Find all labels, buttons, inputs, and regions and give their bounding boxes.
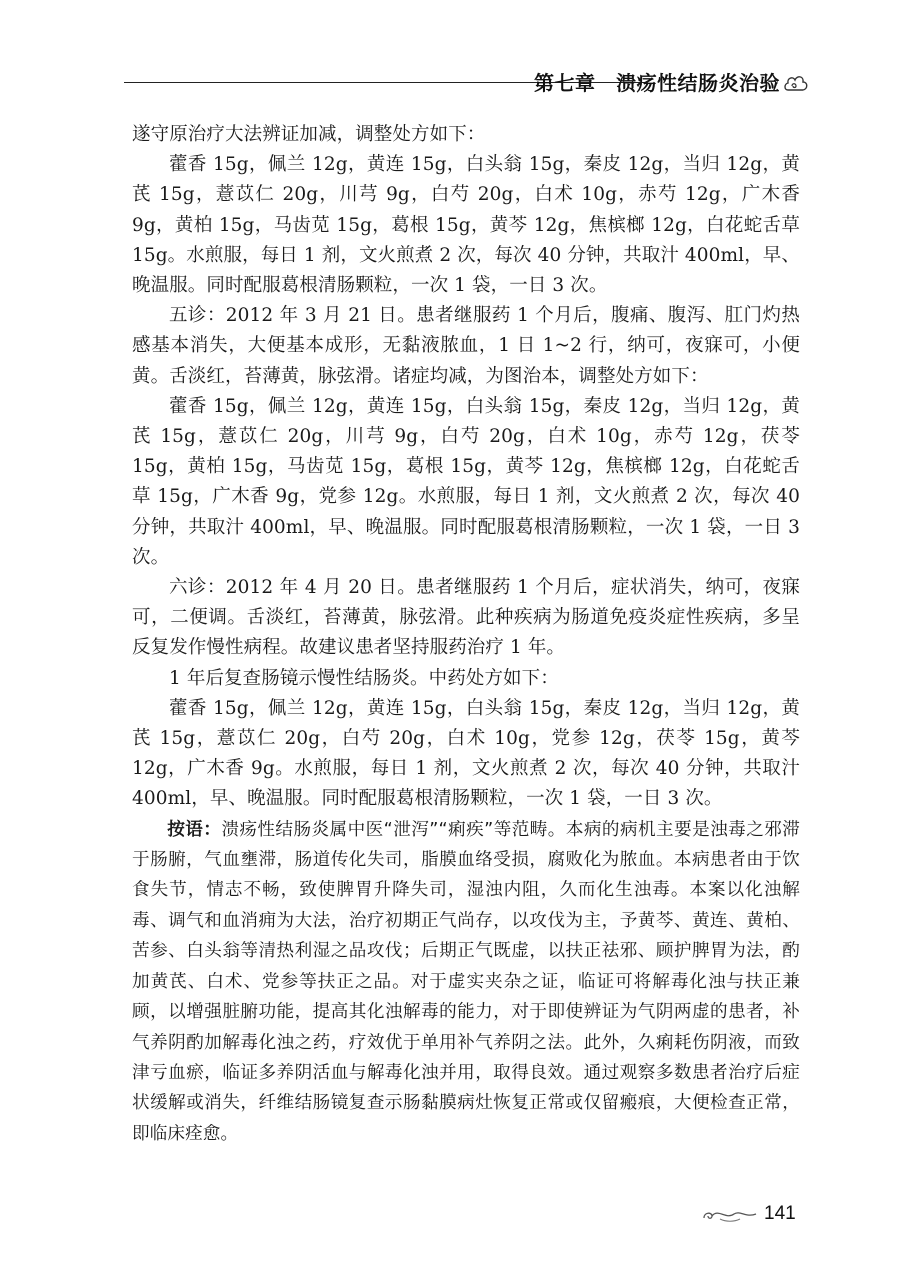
running-header	[110, 70, 810, 98]
cloud-ornament-icon	[782, 70, 810, 98]
commentary-text: 溃疡性结肠炎属中医“泄泻”“痢疾”等范畴。本病的病机主要是浊毒之邪滞于肠腑，气血壅滞，肠道传化失司，脂膜血络受损，腐败化为脓血。本病患者由于饮食失节，情志不畅，致使脾胃升降失司，湿浊内阻，久而化生浊毒。本案以化浊解毒、调气和血消痈为大法，治疗初期正气尚存，以攻伐为主，予黄芩、黄连、黄柏、苦参、白头翁等清热利湿之品攻伐；后期正气既虚，以扶正祛邪、顾护脾胃为法，酌加黄芪、白术、党参等扶正之品。对于虚实夹杂之证，临证可将解毒化浊与扶正兼顾，以增强脏腑功能，提高其化浊解毒的能力，对于即使辨证为气阴两虚的患者，补气养阴酌加解毒化浊之药，疗效优于单用补气养阴之法。此外，久痢耗伤阴液，而致津亏血瘀，临证多养阴活血与解毒化浊并用，取得良效。通过观察多数患者治疗后症状缓解或消失，纤维结肠镜复查示肠黏膜病灶恢复正常或仅留瘢痕，大便检查正常，即临床痊愈。	[132, 819, 800, 1144]
paragraph-continuation: 遂守原治疗大法辨证加减，调整处方如下：	[132, 124, 486, 145]
visit-six-paragraph: 六诊：2012 年 4 月 20 日。患者继服药 1 个月后，症状消失，纳可，夜寐可，二便调。舌淡红，苔薄黄，脉弦滑。此种疾病为肠道免疫炎症性疾病，多呈反复发作慢性病程。故建议患者坚持服药治疗 1 年。	[132, 577, 800, 659]
prescription-paragraph: 藿香 15g，佩兰 12g，黄连 15g，白头翁 15g，秦皮 12g，当归 12g，黄芪 15g，薏苡仁 20g，川芎 9g，白芍 20g，白术 10g，赤芍 12g，广木香 9g，黄柏 15g，马齿苋 15g，葛根 15g，黄芩 12g，焦槟榔 12g，白花蛇舌草 15g。水煎服，每日 1 剂，文火煎煮 2 次，每次 40 分钟，共取汁 400ml，早、晚温服。同时配服葛根清肠颗粒，一次 1 袋，一日 3 次。	[132, 154, 800, 297]
commentary-paragraph	[132, 815, 800, 1149]
prescription-paragraph: 藿香 15g，佩兰 12g，黄连 15g，白头翁 15g，秦皮 12g，当归 12g，黄芪 15g，薏苡仁 20g，白芍 20g，白术 10g，党参 12g，茯苓 15g，黄芩 12g，广木香 9g。水煎服，每日 1 剂，文火煎煮 2 次，每次 40 分钟，共取汁 400ml，早、晚温服。同时配服葛根清肠颗粒，一次 1 袋，一日 3 次。	[132, 697, 800, 810]
cloud-scroll-ornament-icon	[700, 1204, 760, 1224]
follow-up-paragraph: 1 年后复查肠镜示慢性结肠炎。中药处方如下：	[169, 667, 559, 689]
page-number: 141	[764, 1203, 796, 1224]
chapter-title: 第七章 溃疡性结肠炎治验	[534, 71, 780, 95]
main-text	[132, 120, 800, 1149]
visit-five-paragraph: 五诊：2012 年 3 月 21 日。患者继服药 1 个月后，腹痛、腹泻、肛门灼热感基本消失，大便基本成形，无黏液脓血，1 日 1~2 行，纳可，夜寐可，小便黄。舌淡红，苔薄黄，脉弦滑。诸症均减，为图治本，调整处方如下：	[132, 305, 800, 387]
prescription-paragraph: 藿香 15g，佩兰 12g，黄连 15g，白头翁 15g，秦皮 12g，当归 12g，黄芪 15g，薏苡仁 20g，川芎 9g，白芍 20g，白术 10g，赤芍 12g，茯苓 15g，黄柏 15g，马齿苋 15g，葛根 15g，黄芩 12g，焦槟榔 12g，白花蛇舌草 15g，广木香 9g，党参 12g。水煎服，每日 1 剂，文火煎煮 2 次，每次 40 分钟，共取汁 400ml，早、晚温服。同时配服葛根清肠颗粒，一次 1 袋，一日 3 次。	[132, 395, 800, 568]
page-footer	[700, 1200, 810, 1230]
commentary-label: 按语：	[167, 819, 222, 840]
